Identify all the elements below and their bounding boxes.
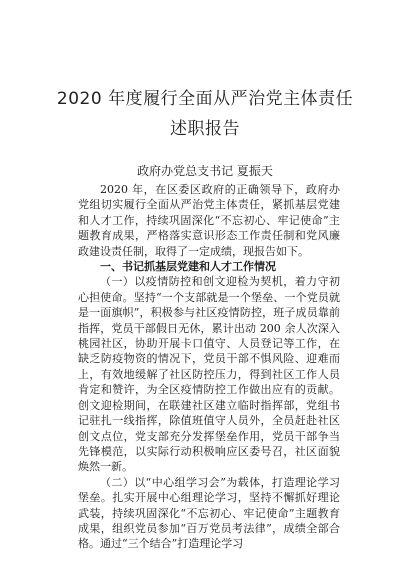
body-paragraph-2: （二）以“中心组学习会”为载体，打造理论学习堡垒。扎实开展中心组理论学习，坚持不懈抓好理论武装，持续巩固深化“不忘初心、牢记使命”主题教育成果，组织党员参加“百万党员考法律”，成绩全部合格。通过“三个结合”打造理论学习 bbox=[78, 475, 340, 551]
body-paragraph-1: （一）以疫情防控和创文迎检为契机，着力守初心担使命。坚持“一个支部就是一个堡垒、一个党员就是一面旗帜”，积极参与社区疫情防控，班子成员靠前指挥，党员干部假日无休，累计出动 200 余人次深入桃园社区，协助开展卡口值守、人员登记等工作，在缺乏防疫物资的情况下，党员干部不惧风险、迎难而上，有效地缓解了社区防控压力，得到社区工作人员肯定和赞许，为全区疫情防控工作做出应有的贡献。创文迎检期间，在联建社区建立临时指挥部，党组书记驻扎一线指挥，除值班值守人员外，全员赶赴社区创文点位，党支部充分发挥堡垒作用，党员干部争当先锋模范，以实际行动积极响应区委号召，社区面貌焕然一新。 bbox=[78, 275, 340, 474]
document-body bbox=[78, 182, 340, 552]
document-title-line1: 2020 年度履行全面从严治党主体责任 bbox=[56, 89, 354, 109]
section-heading: 一、书记抓基层党建和人才工作情况 bbox=[100, 260, 276, 274]
document-author: 政府办党总支书记 夏振天 bbox=[137, 164, 273, 178]
intro-paragraph: 2020 年，在区委区政府的正确领导下，政府办党组切实履行全面从严治党主体责任，紧抓基层党建和人才工作，持续巩固深化“不忘初心、牢记使命”主题教育成果，严格落实意识形态工作责任制和党风廉政建设责任制，取得了一定成绩，现报告如下。 bbox=[78, 183, 340, 258]
document-title-line2: 述职报告 bbox=[170, 119, 240, 139]
